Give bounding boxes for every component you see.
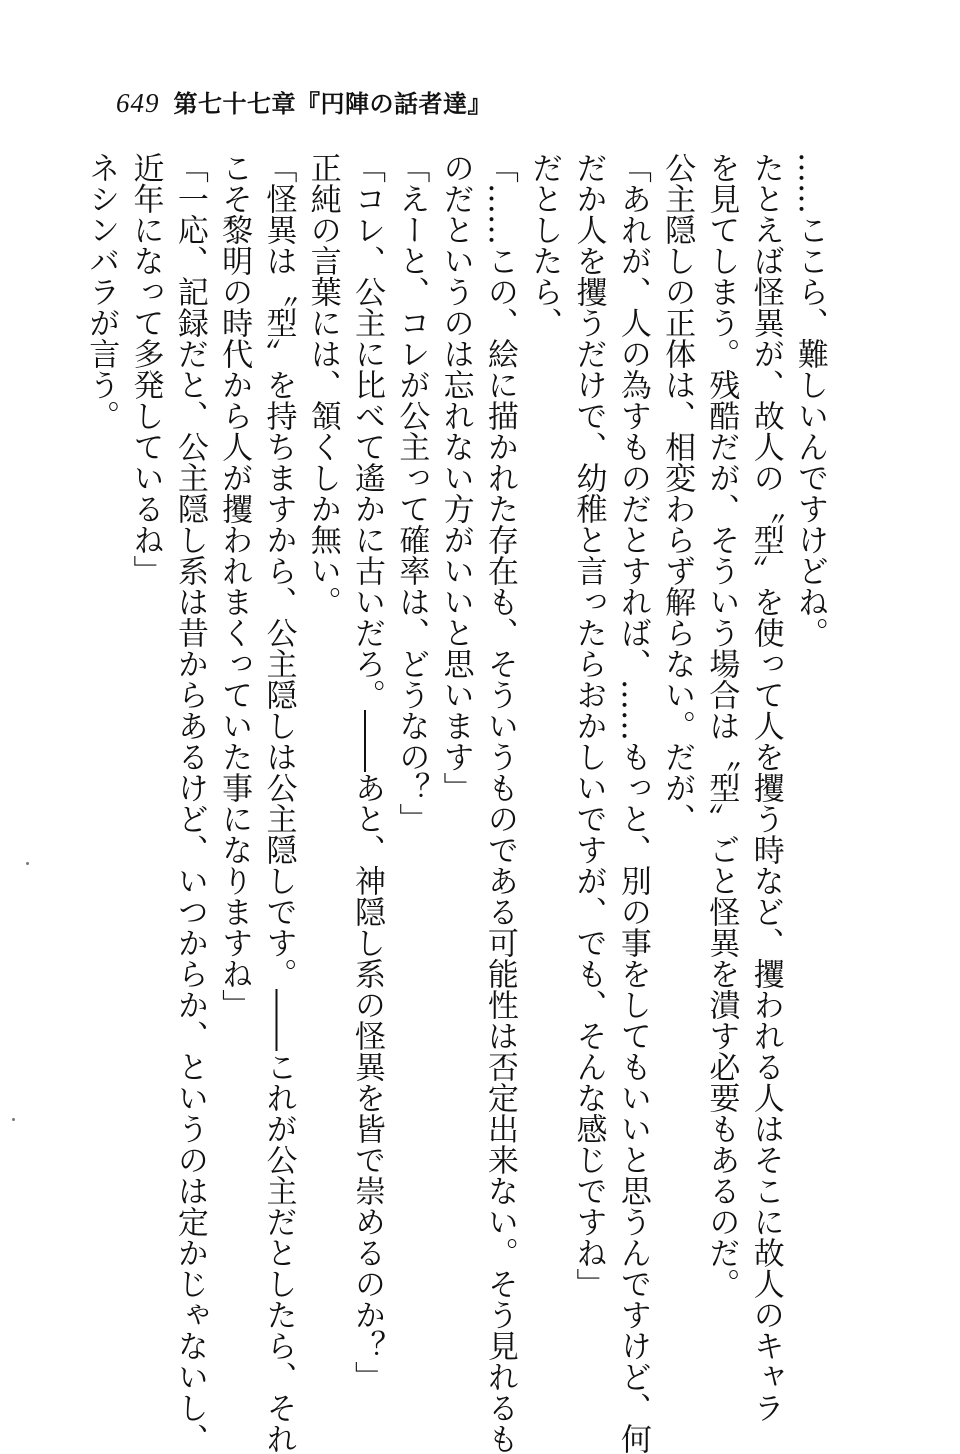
text-line: 「怪異は〝型〟を持ちますから、公主隠しは公主隠しです。――これが公主だとしたら、それ	[260, 152, 297, 1454]
text-line: たとえば怪異が、故人の〝型〟を使って人を攫う時など、攫われる人はそこに故人のキャラ	[747, 152, 784, 1423]
text-line: 「えーと、コレが公主って確率は、どうなの？」	[393, 152, 430, 834]
text-line: 「……この、絵に描かれた存在も、そういうものである可能性は否定出来ない。そう見れるも	[481, 152, 518, 1454]
text-line: 「コレ、公主に比べて遙かに古いだろ。――あと、神隠し系の怪異を皆で崇めるのか？」	[349, 152, 386, 1392]
text-line: 公主隠しの正体は、相変わらず解らない。だが、	[659, 152, 696, 834]
vertical-text-body	[83, 152, 832, 1454]
chapter-running-head: 第七十七章『円陣の話者達』	[173, 89, 492, 118]
text-line: 「あれが、人の為すものだとすれば、……もっと、別の事をしてもいいと思うんですけど、何	[614, 152, 651, 1454]
text-line: 正純の言葉には、頷くしか無い。	[304, 152, 341, 617]
text-line: ネシンバラが言う。	[83, 152, 120, 431]
text-line: 近年になって多発しているね」	[127, 152, 164, 586]
text-line: ……ここら、難しいんですけどね。	[792, 152, 828, 648]
text-line: を見てしまう。残酷だが、そういう場合は〝型〟ごと怪異を潰す必要もあるのだ。	[703, 152, 740, 1299]
text-line: のだというのは忘れない方がいいと思います」	[437, 152, 474, 803]
scan-speck	[12, 1118, 15, 1121]
page-header	[116, 84, 492, 124]
text-line: だとしたら、	[526, 152, 563, 338]
text-line: こそ黎明の時代から人が攫われまくっていた事になりますね」	[216, 152, 253, 1020]
text-line: 「一応、記録だと、公主隠し系は昔からあるけど、いつからか、というのは定かじゃないし、	[171, 152, 208, 1454]
text-line: だか人を攫うだけで、幼稚と言ったらおかしいですが、でも、そんな感じですね」	[570, 152, 607, 1299]
scan-speck	[26, 862, 29, 865]
page-number: 649	[116, 88, 160, 118]
